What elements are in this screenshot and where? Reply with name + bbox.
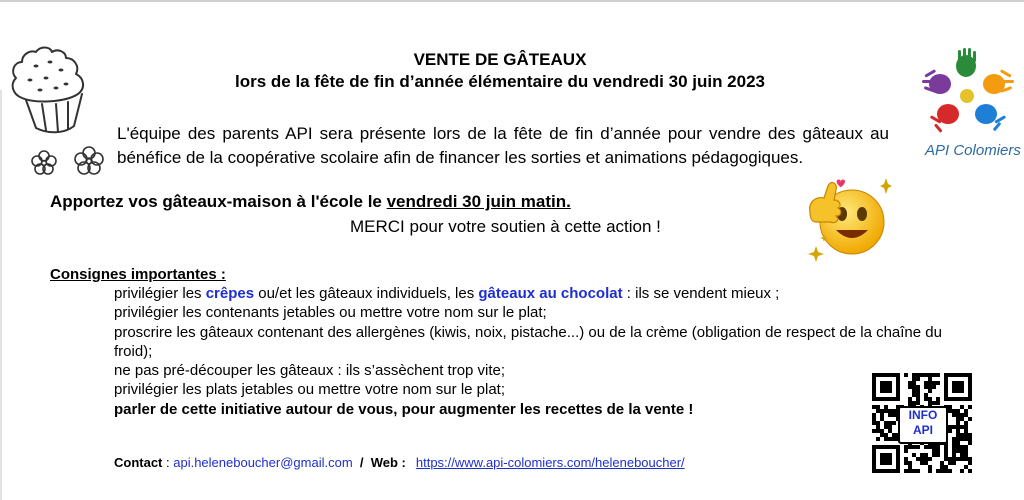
bring-text: Apportez vos gâteaux-maison à l'école le bbox=[50, 192, 387, 211]
item1-text-a: privilégier les bbox=[114, 285, 206, 302]
left-margin-line bbox=[0, 90, 2, 500]
list-item: parler de cette initiative autour de vous, pour augmenter les recettes de la vente ! bbox=[114, 400, 694, 418]
subtitle-text: lors de la fête de fin d’année élémentaire du bbox=[234, 72, 594, 91]
qr-label bbox=[898, 406, 948, 444]
page-title: VENTE DE GÂTEAUX bbox=[413, 50, 587, 69]
list-item bbox=[114, 284, 984, 303]
thanks-line: MERCI pour votre soutien à cette action ! bbox=[350, 217, 661, 236]
web-label: / Web : bbox=[352, 455, 406, 470]
qr-code-icon bbox=[872, 373, 972, 473]
intro-paragraph: L'équipe des parents API sera présente lors de la fête de fin d’année pour vendre des gâteaux au bénéfice de la coopérative scolaire afin de financer les sorties et animations pédagogiques. bbox=[117, 124, 889, 167]
contact-email-link[interactable]: api.heleneboucher@gmail.com bbox=[173, 455, 353, 470]
contact-separator: : bbox=[162, 455, 174, 470]
subtitle-date: vendredi 30 juin 2023 bbox=[593, 72, 765, 91]
website-link[interactable]: https://www.api-colomiers.com/heleneboucher/ bbox=[415, 455, 685, 470]
qr-label-line2: API bbox=[912, 423, 933, 437]
contact-label: Contact bbox=[114, 455, 163, 470]
page-subtitle bbox=[0, 72, 1000, 92]
flower-icon bbox=[30, 146, 112, 180]
qr-label-line1: INFO bbox=[908, 408, 938, 422]
contact-line bbox=[114, 455, 685, 470]
instructions-list bbox=[114, 284, 984, 419]
item1-text-c: ou/et les gâteaux individuels, les bbox=[254, 285, 479, 302]
logo-text: API Colomiers bbox=[925, 142, 1021, 159]
list-item: proscrire les gâteaux contenant des allergènes (kiwis, noix, pistache...) ou de la crème (obligation de respect de la chaîne du froid); bbox=[114, 323, 942, 360]
item1-crepes: crêpes bbox=[205, 285, 255, 302]
list-item: privilégier les contenants jetables ou mettre votre nom sur le plat; bbox=[114, 304, 547, 322]
thumbs-up-emoji-icon bbox=[802, 172, 892, 266]
top-divider bbox=[0, 0, 1024, 2]
item1-chocolate: gâteaux au chocolat bbox=[478, 285, 623, 302]
instructions-heading: Consignes importantes : bbox=[50, 266, 226, 283]
bring-date: vendredi 30 juin matin. bbox=[386, 192, 571, 211]
list-item: privilégier les plats jetables ou mettre votre nom sur le plat; bbox=[114, 381, 506, 399]
item1-text-e: : ils se vendent mieux ; bbox=[622, 285, 780, 302]
bring-cakes-line bbox=[50, 192, 571, 212]
list-item: ne pas pré-découper les gâteaux : ils s’assèchent trop vite; bbox=[114, 362, 506, 380]
